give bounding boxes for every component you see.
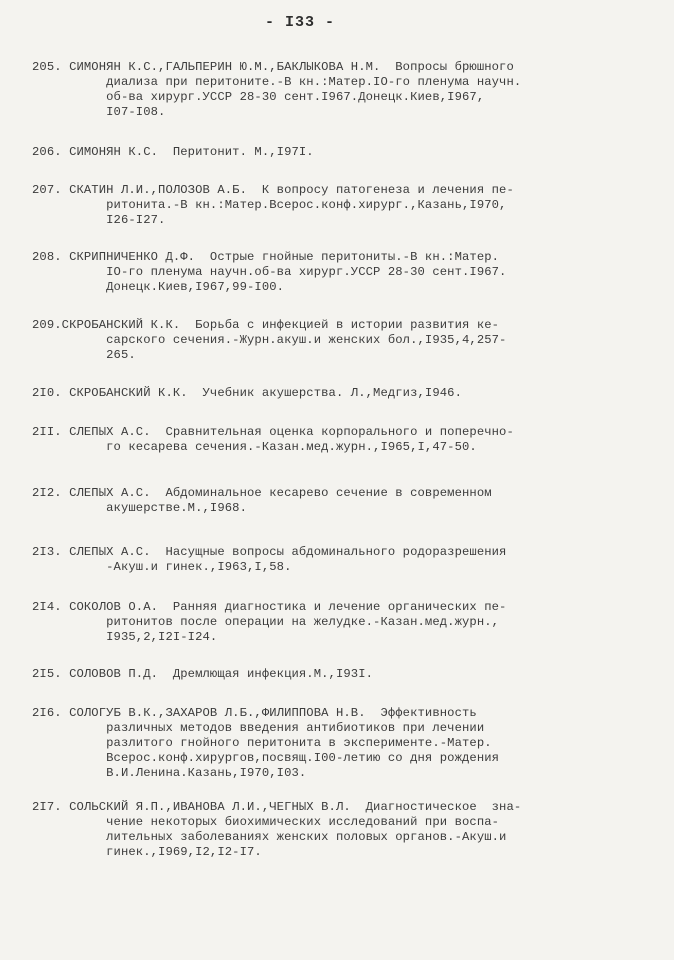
entry-line: ритонитов после операции на желудке.-Казан.мед.журн., <box>32 615 500 629</box>
page-number: - I33 - <box>264 14 335 31</box>
bibliography-entry-217 <box>32 800 647 860</box>
entry-line: IO-го пленума научн.об-ва хирург.УССР 28-30 сент.I967. <box>32 265 507 279</box>
entry-line: об-ва хирург.УССР 28-30 сент.I967.Донецк.Киев,I967, <box>32 90 485 104</box>
entry-line: 205. СИМОНЯН К.С.,ГАЛЬПЕРИН Ю.М.,БАКЛЫКОВА Н.М. Вопросы брюшного <box>32 60 514 74</box>
entry-line: 2I6. СОЛОГУБ В.К.,ЗАХАРОВ Л.Б.,ФИЛИППОВА Н.В. Эффективность <box>32 706 477 720</box>
bibliography-entry-205 <box>32 60 647 120</box>
entry-line: 2I4. СОКОЛОВ О.А. Ранняя диагностика и лечение органических пе- <box>32 600 507 614</box>
entry-line: лительных заболеваниях женских половых органов.-Акуш.и <box>32 830 507 844</box>
entry-line: 207. СКАТИН Л.И.,ПОЛОЗОВ А.Б. К вопросу патогенеза и лечения пе- <box>32 183 514 197</box>
entry-line: 2I7. СОЛЬСКИЙ Я.П.,ИВАНОВА Л.И.,ЧЕГНЫХ В.Л. Диагностическое зна- <box>32 800 522 814</box>
bibliography-entry-215 <box>32 667 647 682</box>
entry-line: го кесарева сечения.-Казан.мед.журн.,I965,I,47-50. <box>32 440 477 454</box>
entry-line: разлитого гнойного перитонита в эксперименте.-Матер. <box>32 736 492 750</box>
entry-line: 2I2. СЛЕПЫХ А.С. Абдоминальное кесарево сечение в современном <box>32 486 492 500</box>
entry-line: -Акуш.и гинек.,I963,I,58. <box>32 560 292 574</box>
bibliography-entry-212 <box>32 486 647 516</box>
bibliography-entry-213 <box>32 545 647 575</box>
bibliography-entry-210 <box>32 386 647 401</box>
entry-line: I07-I08. <box>32 105 166 119</box>
bibliography-entry-207 <box>32 183 647 228</box>
entry-line: ритонита.-В кн.:Матер.Всерос.конф.хирург.,Казань,I970, <box>32 198 507 212</box>
entry-line: сарского сечения.-Журн.акуш.и женских бол.,I935,4,257- <box>32 333 507 347</box>
entry-line: 2I3. СЛЕПЫХ А.С. Насущные вопросы абдоминального родоразрешения <box>32 545 507 559</box>
bibliography-entry-206 <box>32 145 647 160</box>
entry-line: 206. СИМОНЯН К.С. Перитонит. М.,I97I. <box>32 145 314 159</box>
entry-line: 2I0. СКРОБАНСКИЙ К.К. Учебник акушерства. Л.,Медгиз,I946. <box>32 386 462 400</box>
bibliography-entry-214 <box>32 600 647 645</box>
bibliography-entry-216 <box>32 706 647 781</box>
entry-line: Всерос.конф.хирургов,посвящ.I00-летию со дня рождения <box>32 751 500 765</box>
entry-line: 2I5. СОЛОВОВ П.Д. Дремлющая инфекция.М.,I93I. <box>32 667 374 681</box>
entry-line: акушерстве.М.,I968. <box>32 501 247 515</box>
entry-line: I935,2,I2I-I24. <box>32 630 218 644</box>
entry-line: 208. СКРИПНИЧЕНКО Д.Ф. Острые гнойные перитониты.-В кн.:Матер. <box>32 250 500 264</box>
entry-line: гинек.,I969,I2,I2-I7. <box>32 845 262 859</box>
bibliography-entry-209 <box>32 318 647 363</box>
entry-line: Донецк.Киев,I967,99-I00. <box>32 280 285 294</box>
entry-line: I26-I27. <box>32 213 166 227</box>
entry-line: диализа при перитоните.-В кн.:Матер.IO-го пленума научн. <box>32 75 522 89</box>
bibliography-entry-208 <box>32 250 647 295</box>
entry-line: чение некоторых биохимических исследований при воспа- <box>32 815 500 829</box>
entry-line: В.И.Ленина.Казань,I970,I03. <box>32 766 307 780</box>
entry-line: 265. <box>32 348 136 362</box>
bibliography-entry-211 <box>32 425 647 455</box>
entry-line: 209.СКРОБАНСКИЙ К.К. Борьба с инфекцией в истории развития ке- <box>32 318 500 332</box>
entry-line: различных методов введения антибиотиков при лечении <box>32 721 485 735</box>
entry-line: 2II. СЛЕПЫХ А.С. Сравнительная оценка корпорального и поперечно- <box>32 425 514 439</box>
